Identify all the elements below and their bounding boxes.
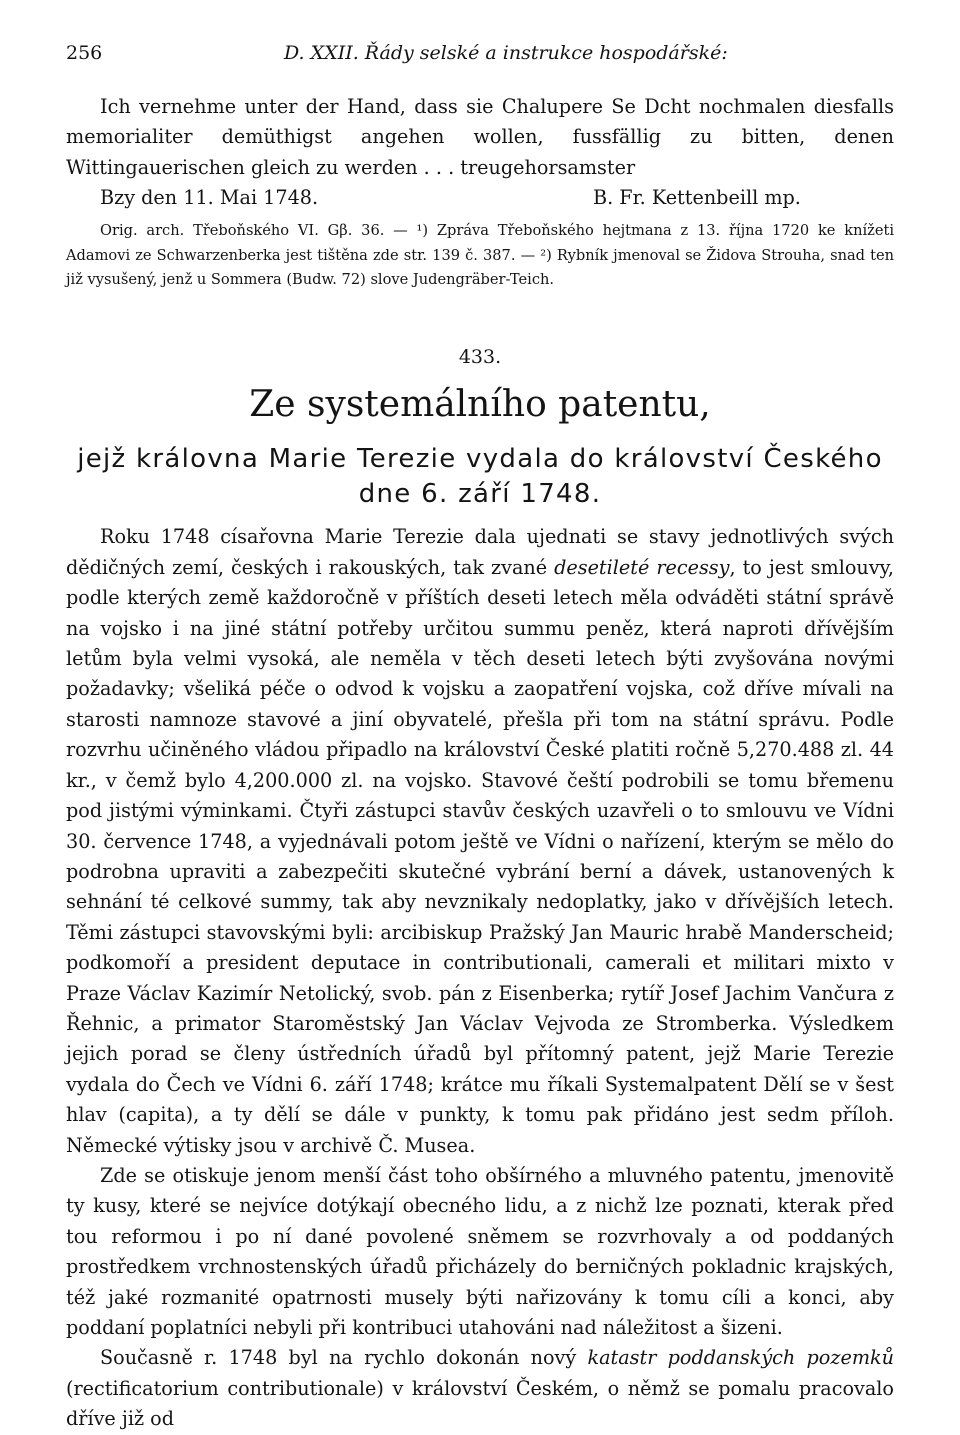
paragraph-1-emphasis: desetileté recessy xyxy=(554,555,730,579)
paragraph-3 xyxy=(66,1343,894,1434)
letter-signature: B. Fr. Kettenbeill mp. xyxy=(593,186,801,210)
running-head xyxy=(66,42,894,72)
letter-date: Bzy den 11. Mai 1748. xyxy=(100,186,319,210)
paragraph-3-emphasis: katastr poddanských pozemků xyxy=(587,1346,894,1370)
paragraph-1-part-b: , to jest smlouvy, podle kterých země každoročně v příštích deseti letech měla odváděti státní správě na vojsko i na jiné státní potřeby určitou summu peněz, která naproti dřívějším letům byla velmi vysoká, ale neměla v těch deseti letech býti zvyšována novými požadavky; všeliká péče o odvod k vojsku a zaopatření vojska, což dříve mívali na starosti namnoze stavové a jiní obyvatelé, přešla při tom na státní správu. Podle rozvrhu učiněného vládou připadlo na království České platiti ročně 5,270.488 zl. 44 kr., v čemž bylo 4,200.000 zl. na vojsko. Stavové čeští podrobili se tomu břemenu pod jistými výminkami. Čtyři zástupci stavův českých uzavřeli o to smlouvu ve Vídni 30. července 1748, a vyjednávali potom ještě ve Vídni o nařízení, kterým se mělo do podrobna upraviti a zabezpečiti skutečné vybrání berní a dávek, ustanovených k sehnání té celkové summy, tak aby nevznikaly nedoplatky, jako v dřívějších letech. Těmi zástupci stavovskými byli: arcibiskup Pražský Jan Mauric hrabě Manderscheid; podkomoří a president deputace in contributionali, camerali et militari mixto v Praze Václav Kazimír Netolický, svob. pán z Eisenberka; rytíř Josef Jachim Vančura z Řehnic, a primator Staroměstský Jan Václav Vejvoda ze Stromberka. Výsledkem jejich porad se členy ústředních úřadů byl přítomný patent, jejž Marie Terezie vydala do Čech ve Vídni 6. září 1748; krátce mu říkali Systemalpatent Dělí se v šest hlav (capita), a ty dělí se dále v punkty, k tomu pak přidáno jest sedm příloh. Německé výtisky jsou v archivě Č. Musea. xyxy=(66,555,894,1157)
paragraph-1 xyxy=(66,522,894,1161)
paragraph-3-part-a: Současně r. 1748 byl na rychlo dokonán nový xyxy=(100,1346,588,1370)
footnotes xyxy=(66,219,894,292)
letter-text: Ich vernehme unter der Hand, dass sie Chalupere Se Dcht nochmalen diesfalls memorialiter demüthigst angehen wollen, fussfällig zu bitten, denen Wittingauerischen gleich zu werden . . . treugehorsamster xyxy=(66,95,894,179)
essay-body xyxy=(66,522,894,1434)
document-title: Ze systemálního patentu, xyxy=(249,384,711,426)
letter-signature-line xyxy=(66,183,894,213)
paragraph-1-part-a: Roku 1748 císařovna Marie Terezie dala ujednati se stavy jednotlivých svých dědičných zemí, českých i rakouských, tak zvané xyxy=(66,525,894,579)
paragraph-3-part-b: (rectificatorium contributionale) v království Českém, o němž se pomalu pracovalo dříve již od xyxy=(66,1376,894,1431)
document-subtitle xyxy=(66,442,894,512)
running-title: D. XXII. Řády selské a instrukce hospodářské: xyxy=(284,42,728,64)
footnote-text: Orig. arch. Třeboňského VI. Gβ. 36. — ¹) Zpráva Třeboňského hejtmana z 13. října 1720 ke knížeti Adamovi ze Schwarzenberka jest tištěna zde str. 139 č. 387. — ²) Rybník jmenoval se Židova Strouha, snad ten již vysušený, jenž u Sommera (Budw. 72) slove Judengräber-Teich. xyxy=(66,222,894,289)
subtitle-line-1: jejž královna Marie Terezie vydala do království Českého xyxy=(77,444,883,475)
paragraph-2: Zde se otiskuje jenom menší část toho obšírného a mluvného patentu, jmenovitě ty kusy, které se nejvíce dotýkají obecného lidu, a z nichž lze poznati, kterak před tou reformou i po ní dané povolené sněmem se rozvrhovaly a od poddaných prostředkem vrchnostenských úřadů přicházely do berničných pokladnic krajských, též jaké rozmanité opatrnosti musely býti nařizovány k tomu cíli a konci, aby poddaní poplatníci nebyli při kontribuci utahováni nad náležitost a šizeni. xyxy=(66,1163,894,1339)
page xyxy=(66,42,894,1435)
letter-excerpt xyxy=(66,92,894,213)
document-number: 433. xyxy=(458,346,502,369)
subtitle-line-2: dne 6. září 1748. xyxy=(358,479,602,510)
page-number: 256 xyxy=(66,42,103,64)
